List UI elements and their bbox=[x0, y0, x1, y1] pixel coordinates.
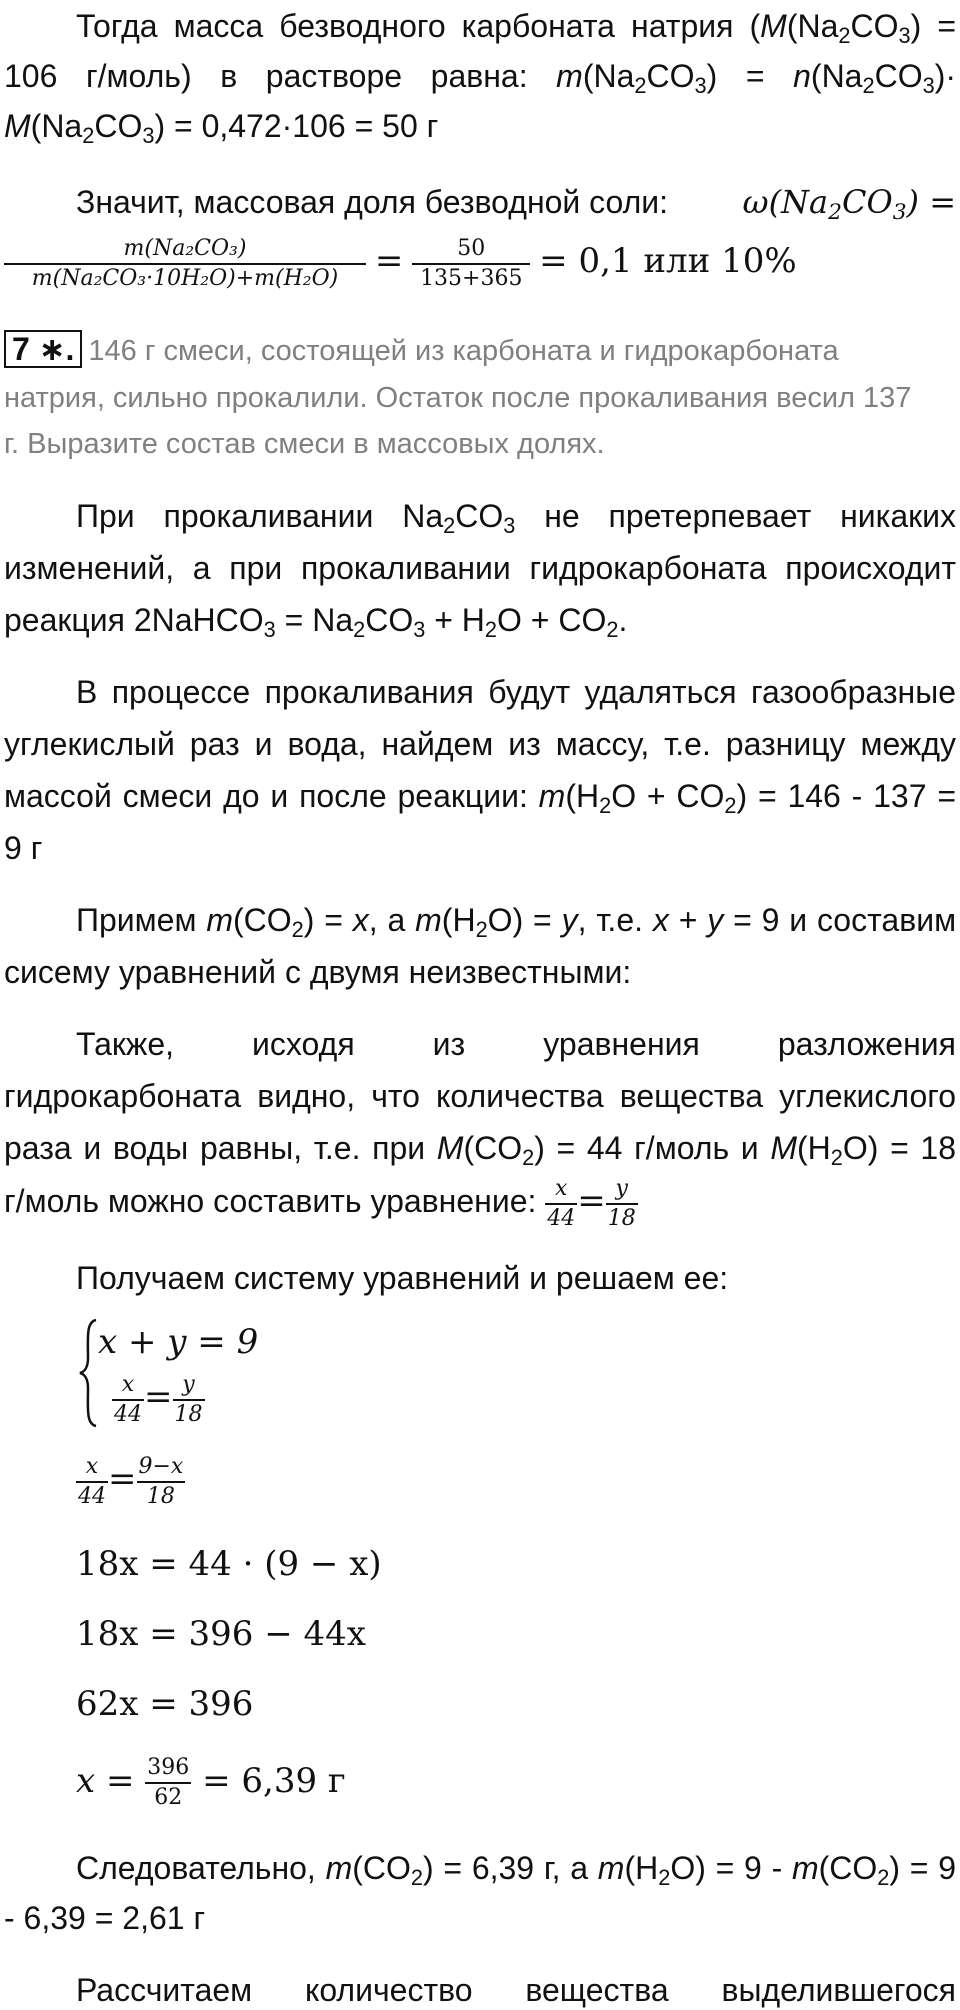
p8-line2: - 6,39 = 2,61 г bbox=[4, 1900, 206, 1936]
p2-formula: $\frac{\text{m(Na₂CO₃)}}{\text{m(Na₂CO₃·10H₂O)+m(H₂O)}}$ = $\frac{50}{135+365}$ = 0,1 или 10% bbox=[4, 226, 956, 296]
system-brace-icon bbox=[78, 1318, 98, 1428]
p6-line2: гидрокарбоната видно, что количества вещества углекислого bbox=[4, 1078, 956, 1114]
p1-line3: $M(Na_2CO_3) = 0,472\cdot 106 = 50$ г bbox=[4, 108, 439, 149]
solve-step3: 18x = 396 − 44x bbox=[76, 1614, 366, 1654]
p1-line2: 106 г/моль) в растворе равна: $m(Na_2CO_3)$ = $n(Na_2CO_3)\cdot$ bbox=[4, 58, 956, 99]
task-line2: натрия, сильно прокалили. Остаток после прокаливания весил 137 bbox=[4, 382, 912, 414]
solve-step1: $\frac{x}{44}$ = $\frac{9-x}{18}$ bbox=[78, 1453, 184, 1509]
p6-line3: раза и воды равны, т.е. при $M(CO_2) = 44$ г/моль и $M(H_2O) = 18$ bbox=[4, 1130, 957, 1171]
p4-line2: углекислый раз и вода, найдем из массу, т.е. разницу между bbox=[4, 726, 956, 762]
solve-step4: 62x = 396 bbox=[76, 1684, 254, 1724]
p4-line3: массой смеси до и после реакции: $m(H_2O + CO_2) = 146 - 137$ = bbox=[4, 778, 957, 819]
p9-line1: Рассчитаем количество вещества выделившегося bbox=[76, 1972, 956, 2008]
p8-line1: Следовательно, $m(CO_2) = 6,39$ г, а $m(H_2O) = 9 - m(CO_2) = 9$ bbox=[76, 1850, 957, 1891]
p5-line2: сисему уравнений с двумя неизвестными: bbox=[4, 954, 632, 990]
p4-line4: 9 г bbox=[4, 830, 43, 866]
p5-line1: Примем $m(CO_2) = x$, а $m(H_2O) = y$, т.е. x + y = 9 и составим bbox=[76, 902, 957, 943]
task-line3: г. Выразите состав смеси в массовых долях. bbox=[4, 428, 605, 460]
system-eq2: $\frac{x}{44}$ = $\frac{y}{18}$ bbox=[114, 1371, 203, 1427]
p6-line4: г/моль можно составить уравнение: $\frac{x}{44}$ = $\frac{y}{18}$ bbox=[4, 1175, 636, 1231]
task-number-badge: 7 ∗. bbox=[4, 330, 82, 368]
solve-step2: 18x = 44 · (9 − x) bbox=[76, 1544, 382, 1584]
solve-step5: x = $\frac{396}{62}$ = 6,39 г bbox=[76, 1755, 346, 1810]
p6-line1: Также, исходя из уравнения разложения bbox=[76, 1026, 956, 1062]
p3-line2: изменений, а при прокаливании гидрокарбоната происходит bbox=[4, 550, 956, 586]
p1-line1: Тогда масса безводного карбоната натрия ($M(Na_2CO_3)$ = bbox=[76, 8, 957, 49]
system-eq1: x + y = 9 bbox=[98, 1322, 259, 1362]
p4-line1: В процессе прокаливания будут удаляться газообразные bbox=[76, 674, 956, 710]
mass-fraction-values: $\frac{50}{135+365}$ bbox=[412, 235, 530, 293]
p2-line1: Значит, массовая доля безводной соли: $\omega(Na_2CO_3)$ = bbox=[76, 183, 956, 226]
mass-fraction-formula: $\frac{\text{m(Na₂CO₃)}}{\text{m(Na₂CO₃·10H₂O)+m(H₂O)}}$ bbox=[4, 235, 366, 293]
p7-line1: Получаем систему уравнений и решаем ее: bbox=[76, 1260, 729, 1296]
task-line1: 7 ∗. 146 г смеси, состоящей из карбоната и гидрокарбоната bbox=[4, 330, 956, 371]
p3-line3: реакция 2NaHCO$_3$ = $Na_2CO_3 + H_2O + CO_2$. bbox=[4, 602, 628, 643]
p3-line1: При прокаливании $Na_2CO_3$ не претерпевает никаких bbox=[76, 498, 957, 539]
